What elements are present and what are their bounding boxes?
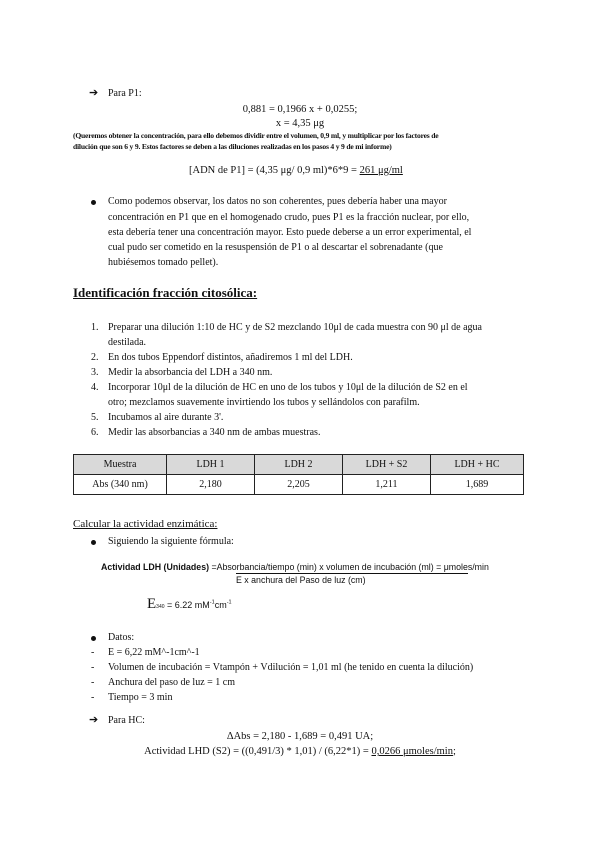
adn-p1-formula <box>189 165 403 176</box>
section-title: Identificación fracción citosólica: <box>73 285 258 300</box>
datos-item: Anchura del paso de luz = 1 cm <box>108 677 235 688</box>
step-3-number: 3. <box>91 367 99 378</box>
datos-item: Tiempo = 3 min <box>108 692 173 703</box>
table-header-row <box>74 455 524 475</box>
step-2-line-1: En dos tubos Eppendorf distintos, añadiremos 1 ml del LDH. <box>108 352 353 363</box>
step-1-number: 1. <box>91 322 99 333</box>
step-6-line-1: Medir las absorbancias a 340 nm de ambas muestras. <box>108 427 321 438</box>
table-header-cell: Muestra <box>74 455 167 475</box>
epsilon-symbol: E <box>147 596 157 612</box>
datos-item: E = 6,22 mM^-1cm^-1 <box>108 647 200 658</box>
ldh-formula-denominator: E x anchura del Paso de luz (cm) <box>236 575 366 585</box>
datos-dash: - <box>91 692 95 703</box>
absorbance-table <box>73 454 524 495</box>
formula-fraction-line <box>236 573 468 574</box>
adn-p1-prefix: [ADN de P1] = (4,35 μg/ 0,9 ml)*6*9 = <box>189 165 360 176</box>
observation-line-1: Como podemos observar, los datos no son coherentes, pues debería haber una mayor <box>108 196 447 207</box>
p1-arrow: ➔ <box>89 87 99 99</box>
epsilon-exponent-2: -1 <box>226 599 232 606</box>
epsilon-cm: cm <box>214 600 227 610</box>
table-cell: Abs (340 nm) <box>74 475 167 495</box>
step-1-line-1: Preparar una dilución 1:10 de HC y de S2 mezclando 10μl de cada muestra con 90 μl de agua <box>108 322 482 333</box>
hc-arrow: ➔ <box>89 714 99 726</box>
adn-p1-result: 261 μg/ml <box>359 165 403 176</box>
table-cell: 1,211 <box>343 475 431 495</box>
epsilon-definition <box>147 596 232 613</box>
table-header-cell: LDH + HC <box>431 455 524 475</box>
formula-intro: Siguiendo la siguiente fórmula: <box>108 536 234 547</box>
table-cell: 2,205 <box>255 475 343 495</box>
datos-dash: - <box>91 662 95 673</box>
step-6-number: 6. <box>91 427 99 438</box>
table-header-cell: LDH 1 <box>167 455 255 475</box>
p1-equation-2: x = 4,35 μg <box>275 118 325 129</box>
step-5-number: 5. <box>91 412 99 423</box>
hc-delta-abs: ΔAbs = 2,180 - 1,689 = 0,491 UA; <box>226 731 374 742</box>
epsilon-subscript: 340 <box>156 604 165 610</box>
observation-bullet <box>91 200 96 205</box>
table-header-cell: LDH + S2 <box>343 455 431 475</box>
hc-activity-prefix: Actividad LHD (S2) = ((0,491/3) * 1,01) / (6,22*1) = <box>144 746 372 757</box>
datos-dash: - <box>91 647 95 658</box>
step-2-number: 2. <box>91 352 99 363</box>
step-5-line-1: Incubamos al aire durante 3'. <box>108 412 224 423</box>
epsilon-exponent-1: -1 <box>209 599 215 606</box>
p1-note-line-1: (Queremos obtener la concentración, para ello debemos dividir entre el volumen, 0,9 ml, y multiplicar por los factores de <box>73 131 439 140</box>
step-3-line-1: Medir la absorbancia del LDH a 340 nm. <box>108 367 273 378</box>
epsilon-value: = 6.22 mM <box>164 600 210 610</box>
step-4-number: 4. <box>91 382 99 393</box>
observation-line-4: cual pudo ser cometido en la resuspensión de P1 o al descartar el sobrenadante (que <box>108 242 443 253</box>
datos-dash: - <box>91 677 95 688</box>
datos-bullet <box>91 636 96 641</box>
step-1-line-2: destilada. <box>108 337 147 348</box>
hc-label: Para HC: <box>108 715 145 726</box>
step-4-line-2: otro; mezclamos suavemente invirtiendo los tubos y sellándolos con parafilm. <box>108 397 420 408</box>
datos-label: Datos: <box>108 632 135 643</box>
p1-equation-1: 0,881 = 0,1966 x + 0,0255; <box>242 104 358 115</box>
datos-item: Volumen de incubación = Vtampón + Vdilución = 1,01 ml (he tenido en cuenta la dilución) <box>108 662 474 673</box>
observation-line-5: hubiésemos tomado pellet). <box>108 257 219 268</box>
formula-bullet <box>91 540 96 545</box>
table-row <box>74 475 524 495</box>
step-4-line-1: Incorporar 10μl de la dilución de HC en uno de los tubos y 10μl de la dilución de S2 en el <box>108 382 468 393</box>
hc-activity-suffix: ; <box>452 746 456 757</box>
table-header-cell: LDH 2 <box>255 455 343 475</box>
observation-line-3: esta debería tener una concentración mayor. Esto puede deberse a un error experimental, el <box>108 227 472 238</box>
p1-note-line-2: dilución que son 6 y 9. Estos factores se deben a las diluciones realizadas en los pasos 4 y 9 de mi informe) <box>73 142 392 151</box>
p1-label: Para P1: <box>108 88 142 99</box>
activity-heading: Calcular la actividad enzimática: <box>73 518 218 530</box>
formula-numerator: =Absorbancia/tiempo (min) x volumen de incubación (ml) = μmoles/min <box>209 562 489 572</box>
table-cell: 1,689 <box>431 475 524 495</box>
ldh-formula-numerator <box>101 562 489 572</box>
hc-activity <box>80 746 520 757</box>
formula-bold-label: Actividad LDH (Unidades) <box>101 562 210 572</box>
table-cell: 2,180 <box>167 475 255 495</box>
observation-line-2: concentración en P1 que en el homogenado crudo, pues P1 es la fracción nuclear, por ello, <box>108 212 470 223</box>
hc-activity-result: 0,0266 μmoles/min <box>371 746 453 757</box>
